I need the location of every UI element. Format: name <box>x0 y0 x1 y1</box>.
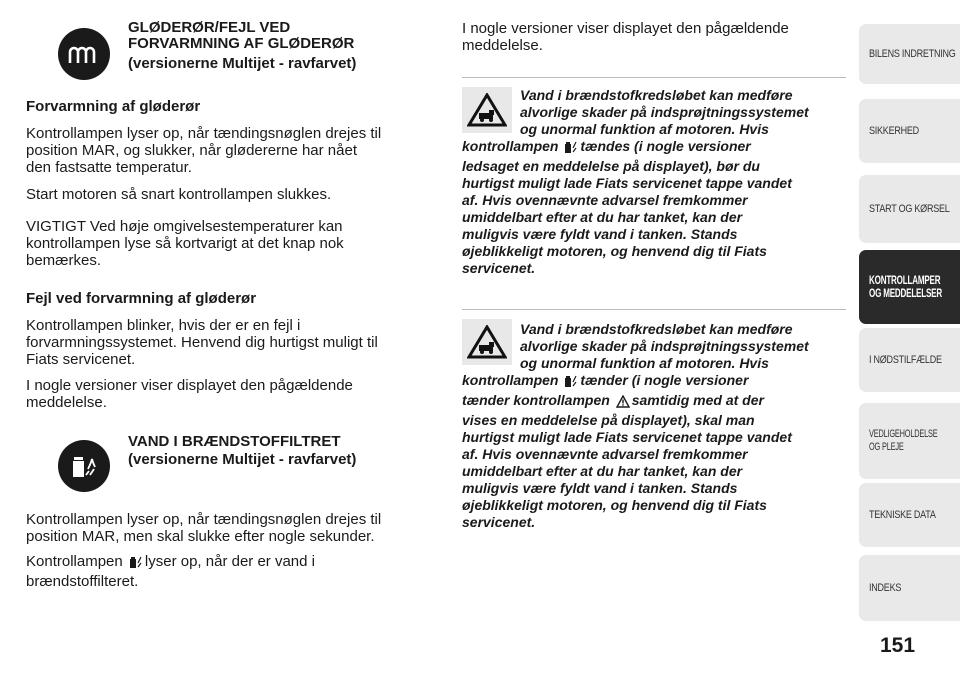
nav-tab-indeks[interactable]: INDEKS <box>859 555 960 621</box>
water-in-fuel-inline-icon <box>129 555 143 573</box>
water-in-fuel-inline-icon <box>564 140 578 158</box>
nav-tab-start-og-korsel[interactable]: START OG KØRSEL <box>859 175 960 243</box>
water-in-fuel-inline-icon <box>564 374 578 392</box>
water-heading-sub: (versionerne Multijet - ravfarvet) <box>128 451 357 468</box>
water-heading: VAND I BRÆNDSTOFFILTRET <box>128 433 341 450</box>
nav-tab-bilens-indretning[interactable]: BILENS INDRETNING <box>859 24 960 84</box>
warning-divider <box>462 309 846 310</box>
preheat-important-note: VIGTIGT Ved høje omgivelsestemperaturer kan kontrollampen lyse så kortvarigt at det knap nok bemærkes. <box>26 218 344 269</box>
glow-plug-warning-icon <box>58 28 110 80</box>
fault-paragraph-2: I nogle versioner viser displayet den pågældende meddelelse. <box>26 377 353 411</box>
preheat-title: Forvarmning af gløderør <box>26 98 201 115</box>
nav-tab-vedligeholdelse[interactable]: VEDLIGEHOLDELSE OG PLEJE <box>859 403 960 479</box>
fault-title: Fejl ved forvarmning af gløderør <box>26 290 257 307</box>
warning-2-text-body: kontrollampen tænder (i nogle versioner tænder kontrollampen samtidig med at der vises en meddelelse på displayet), skal man hurtigst muligt lade Fiats servicenet tappe vandet af. Hvis ovennævnte advarsel fremkommer umiddelbart efter at du har tanket, kan der muligvis være fyldt vand i tanken. Stands øjeblikkeligt motoren, og henvend dig til Fiats servicenet. <box>462 372 792 530</box>
warning-divider <box>462 77 846 78</box>
page-number: 151 <box>880 634 916 657</box>
glow-plug-heading: GLØDERØR/FEJL VED FORVARMNING AF GLØDERØR <box>128 19 355 52</box>
warning-triangle-icon <box>462 87 512 133</box>
water-paragraph-1: Kontrollampen lyser op, når tændingsnøglen drejes til position MAR, men skal slukke efter nogle sekunder. <box>26 511 382 545</box>
nav-tab-kontrollamper[interactable]: KONTROLLAMPER OG MEDDELELSER <box>859 250 960 324</box>
water-in-fuel-icon <box>58 440 110 492</box>
right-intro: I nogle versioner viser displayet den pågældende meddelelse. <box>462 20 789 54</box>
warning-box-1 <box>462 77 846 297</box>
nav-tab-sikkerhed[interactable]: SIKKERHED <box>859 99 960 163</box>
water-paragraph-2: Kontrollampen lyser op, når der er vand i brændstoffilteret. <box>26 553 315 590</box>
nav-tab-tekniske-data[interactable]: TEKNISKE DATA <box>859 483 960 547</box>
general-warning-inline-icon <box>616 395 630 412</box>
glow-plug-heading-sub: (versionerne Multijet - ravfarvet) <box>128 55 357 72</box>
warning-box-2 <box>462 309 846 539</box>
fault-paragraph-1: Kontrollampen blinker, hvis der er en fejl i forvarmningssystemet. Henvend dig hurtigst muligt til Fiats servicenet. <box>26 317 378 368</box>
nav-tab-i-nodstilfaelde[interactable]: I NØDSTILFÆLDE <box>859 328 960 392</box>
warning-2-text-top: Vand i brændstofkredsløbet kan medføre alvorlige skader på indsprøjtningssystemet og unormal funktion af motoren. Hvis <box>520 321 809 371</box>
warning-1-text-body: kontrollampen tændes (i nogle versioner ledsaget en meddelelse på displayet), bør du hurtigst muligt lade Fiats servicenet tappe vandet af. Hvis ovennævnte advarsel fremkommer umiddelbart efter at du har tanket, kan der muligvis være fyldt vand i tanken. Stands øjeblikkeligt motoren, og henvend dig til Fiats servicenet. <box>462 138 792 276</box>
warning-1-text-top: Vand i brændstofkredsløbet kan medføre alvorlige skader på indsprøjtningssystemet og unormal funktion af motoren. Hvis <box>520 87 809 137</box>
warning-triangle-icon <box>462 319 512 365</box>
preheat-paragraph-2: Start motoren så snart kontrollampen slukkes. <box>26 186 332 203</box>
preheat-paragraph-1: Kontrollampen lyser op, når tændingsnøglen drejes til position MAR, og slukker, når glødererne har nået den fastsatte temperatur. <box>26 125 382 176</box>
